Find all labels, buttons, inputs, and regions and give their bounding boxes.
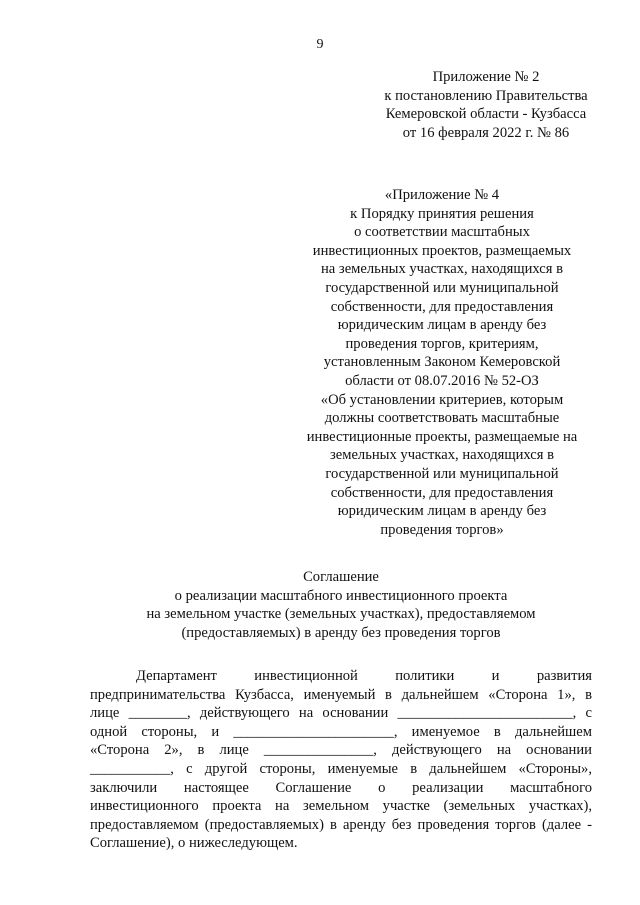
appendix-2-header — [380, 68, 592, 142]
appendix-4-line: на земельных участках, находящихся в — [321, 261, 563, 278]
appendix-4-line: к Порядку принятия решения — [350, 205, 534, 222]
appendix-2-line: Кемеровской области - Кузбасса — [385, 106, 587, 123]
appendix-4-line: государственной или муниципальной — [325, 279, 559, 296]
appendix-4-line: собственности, для предоставления — [330, 484, 554, 501]
appendix-4-line: инвестиционные проекты, размещаемые на — [306, 428, 578, 445]
agreement-title-line: (предоставляемых) в аренду без проведения торгов — [181, 624, 501, 641]
appendix-4-line: юридическим лицам в аренду без — [337, 503, 547, 520]
body-line: Департамент инвестиционной политики и развития — [136, 668, 592, 684]
appendix-4-line: проведения торгов» — [380, 521, 504, 538]
body-line: лице ________, действующего на основании ________________________, с — [90, 705, 592, 722]
body-line: инвестиционного проекта на земельном участке (земельных участках), — [90, 798, 592, 815]
appendix-4-line: установленным Законом Кемеровской — [323, 354, 561, 371]
appendix-4-line: юридическим лицам в аренду без — [337, 317, 547, 334]
appendix-4-line: о соответствии масштабных — [354, 224, 530, 241]
appendix-4-line: собственности, для предоставления — [330, 298, 554, 315]
agreement-title-line: о реализации масштабного инвестиционного проекта — [174, 587, 508, 604]
body-line: «Сторона 2», в лице _______________, действующего на основании — [90, 742, 592, 759]
appendix-4-line: «Приложение № 4 — [384, 187, 500, 203]
appendix-4-header — [292, 186, 592, 539]
body-line: предоставляемом (предоставляемых) в аренду без проведения торгов (далее - — [90, 816, 592, 833]
appendix-4-line: инвестиционных проектов, размещаемых — [312, 242, 572, 259]
appendix-4-line: должны соответствовать масштабные — [324, 410, 560, 427]
agreement-preamble — [90, 667, 592, 853]
body-line: заключили настоящее Соглашение о реализации масштабного — [90, 779, 592, 796]
appendix-4-line: «Об установлении критериев, которым — [320, 391, 564, 408]
agreement-title-line: на земельном участке (земельных участках), предоставляемом — [146, 606, 536, 623]
body-line: Соглашение), о нижеследующем. — [90, 835, 298, 852]
appendix-2-line: к постановлению Правительства — [384, 87, 588, 104]
agreement-title — [90, 568, 592, 642]
appendix-4-line: земельных участках, находящихся в — [329, 447, 555, 464]
body-line: предпринимательства Кузбасса, именуемый в дальнейшем «Сторона 1», в — [90, 686, 592, 703]
appendix-2-line: Приложение № 2 — [432, 69, 540, 85]
agreement-title-heading: Соглашение — [303, 569, 379, 585]
appendix-4-line: проведения торгов, критериям, — [345, 335, 539, 352]
appendix-2-line: от 16 февраля 2022 г. № 86 — [402, 124, 570, 141]
appendix-4-line: государственной или муниципальной — [325, 465, 559, 482]
body-line: одной стороны, и ______________________, именуемое в дальнейшем — [90, 723, 592, 740]
body-line: ___________, с другой стороны, именуемые в дальнейшем «Стороны», — [90, 760, 592, 777]
appendix-4-line: области от 08.07.2016 № 52-ОЗ — [345, 372, 539, 389]
page-number: 9 — [316, 37, 324, 52]
